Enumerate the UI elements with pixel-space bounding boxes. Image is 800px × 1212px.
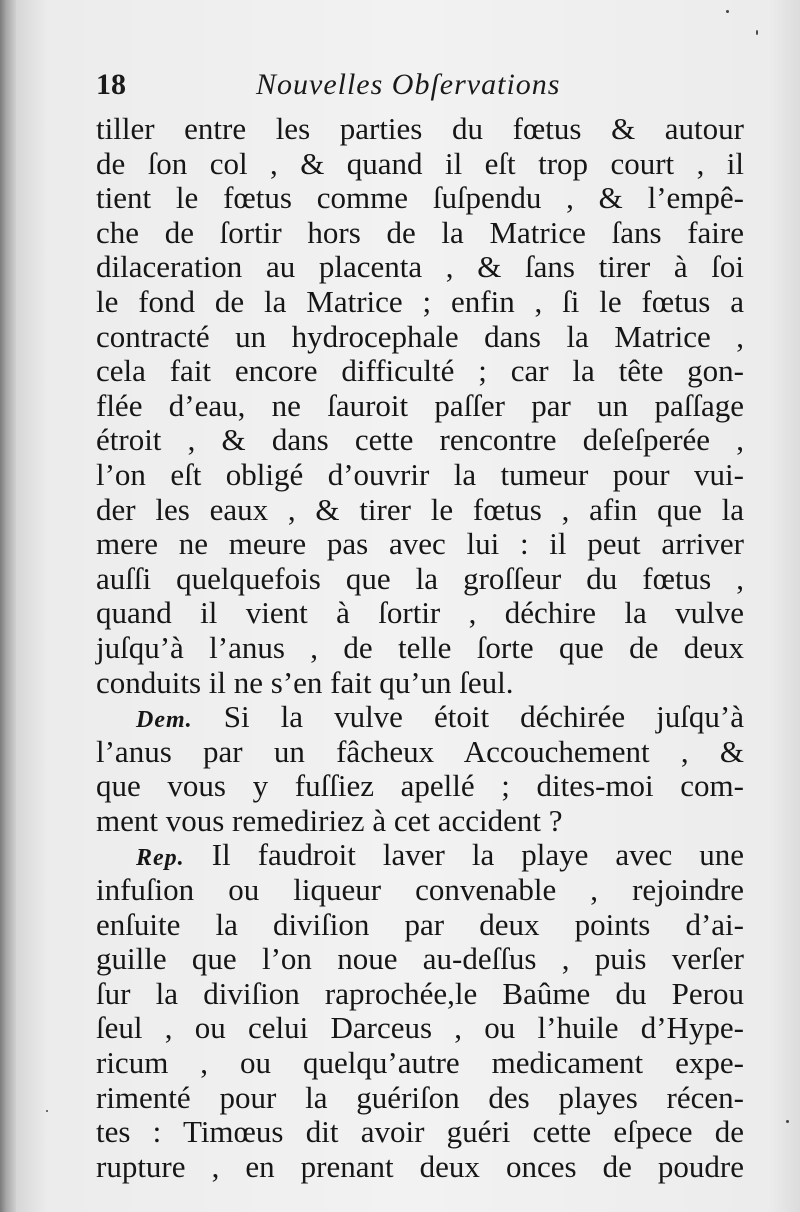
text-line: flée d’eau, ne ſauroit paſſer par un paſſage <box>96 387 744 423</box>
text-line: Si la vulve étoit déchirée juſqu’à <box>223 699 744 735</box>
text-line: le fond de la Matrice ; enfin , ſi le fœtus a <box>96 283 744 319</box>
text-line: enſuite la diviſion par deux points d’ai- <box>96 906 744 942</box>
text-line: mere ne meure pas avec lui : il peut arriver <box>96 526 744 562</box>
ink-speck <box>756 30 758 35</box>
text-line: guille que l’on noue au-deſſus , puis verſer <box>96 941 744 977</box>
text-line-with-speaker <box>96 838 744 873</box>
speaker-label: Rep. <box>136 845 185 872</box>
text-line: rupture , en prenant deux onces de poudre <box>96 1148 744 1184</box>
text-line: infuſion ou liqueur convenable , rejoindre <box>96 872 744 908</box>
paragraph-rep <box>96 838 744 1184</box>
text-line: l’anus par un fâcheux Accouchement , & <box>96 733 744 769</box>
text-line: ricum , ou quelqu’autre medicament expe- <box>96 1045 744 1081</box>
page-heading: Nouvelles Obſervations <box>256 68 561 101</box>
text-line: tient le fœtus comme ſuſpendu , & l’empê- <box>96 180 744 216</box>
text-line: ſeul , ou celui Darceus , ou l’huile d’Hype- <box>96 1010 744 1046</box>
text-line: de ſon col , & quand il eſt trop court , il <box>96 145 744 181</box>
page-gutter-shadow <box>0 0 16 1212</box>
ink-speck <box>46 1110 48 1112</box>
text-line: quand il vient à ſortir , déchire la vulve <box>96 595 744 631</box>
ink-speck <box>726 10 729 13</box>
text-line: der les eaux , & tirer le fœtus , afin que la <box>96 491 744 527</box>
text-line: che de ſortir hors de la Matrice ſans faire <box>96 214 744 250</box>
text-line-with-speaker <box>96 700 744 735</box>
text-line: Il faudroit laver la playe avec une <box>211 837 745 873</box>
ink-speck <box>786 1120 789 1123</box>
running-head <box>96 68 716 108</box>
text-line: conduits il ne s’en fait qu’un ſeul. <box>96 664 514 700</box>
text-line: dilaceration au placenta , & ſans tirer à ſoi <box>96 249 744 285</box>
page-number: 18 <box>96 68 126 101</box>
text-line: étroit , & dans cette rencontre deſeſperée , <box>96 422 744 458</box>
paragraph-1 <box>96 112 744 700</box>
text-line: tes : Timœus dit avoir guéri cette eſpece de <box>96 1114 744 1150</box>
text-line: rimenté pour la guériſon des playes récen- <box>96 1079 744 1115</box>
text-line: cela fait encore difficulté ; car la tête gon- <box>96 353 744 389</box>
text-line: que vous y fuſſiez apellé ; dites-moi com- <box>96 768 744 804</box>
text-line: juſqu’à l’anus , de telle ſorte que de deux <box>96 629 744 665</box>
text-line: ment vous remediriez à cet accident ? <box>96 802 563 838</box>
text-line: contracté un hydrocephale dans la Matrice , <box>96 318 744 354</box>
text-line: l’on eſt obligé d’ouvrir la tumeur pour vui- <box>96 456 744 492</box>
text-line: ſur la diviſion raprochée,le Baûme du Perou <box>96 975 744 1011</box>
text-line: auſſi quelquefois que la groſſeur du fœtus , <box>96 560 744 596</box>
body-text <box>96 112 744 1184</box>
paragraph-dem <box>96 700 744 838</box>
speaker-label: Dem. <box>136 707 193 734</box>
text-line: tiller entre les parties du fœtus & autour <box>96 111 744 146</box>
